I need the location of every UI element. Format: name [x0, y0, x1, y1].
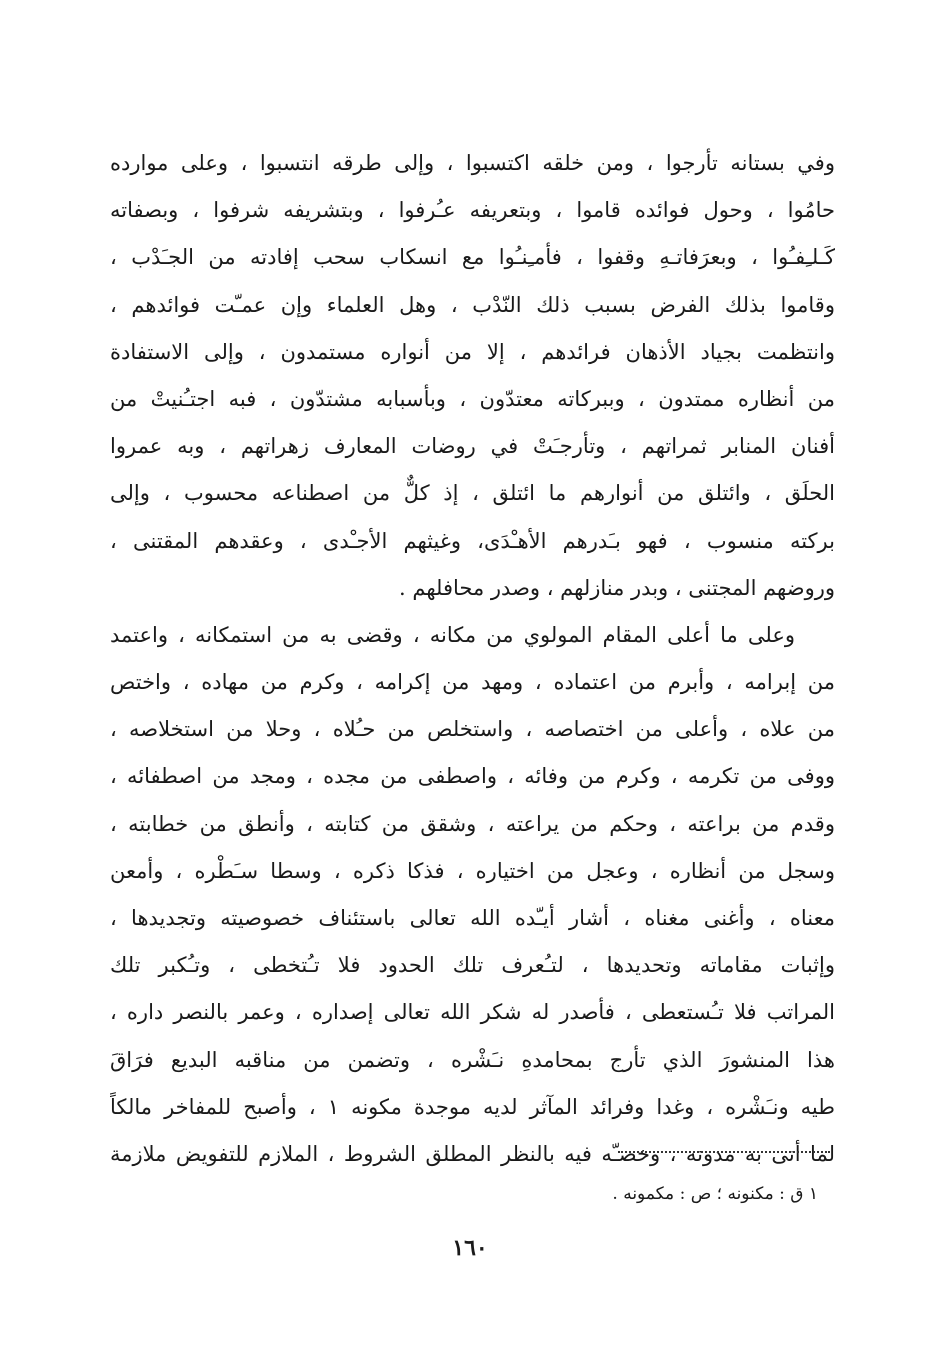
text-line: من إبرامه ، وأبرم من اعتماده ، ومهد من إكرامه ، وكرم من مهاده ، واختص — [110, 670, 835, 695]
paragraph-2 — [110, 612, 835, 1178]
page-number: ١٦٠ — [452, 1235, 488, 1261]
footnote-divider — [618, 1151, 830, 1153]
text-line: الحلَق ، وائتلق من أنوارهم ما ائتلق ، إذ كلٌّ من اصطناعه محسوب ، وإلى — [110, 481, 835, 506]
text-line: هذا المنشورَ الذي تأرج بمحامدهِ نـَشْره ، وتضمن من مناقبه البديع فرَاقَ — [110, 1047, 835, 1072]
text-line: طيه ونـَشْره ، وغدا وفرائد المآثر لديه موجدة مكونه ١ ، وأصبح للمفاخر مالكاً — [110, 1094, 835, 1119]
text-line: وقدم من براعته ، وحكم من يراعته ، وشقق من كتابته ، وأنطق من خطابته ، — [110, 811, 835, 836]
paragraph-1 — [110, 140, 835, 612]
text-line: وانتظمت بجياد الأذهان فرائدهم ، إلا من أنواره مستمدون ، وإلى الاستفادة — [110, 339, 835, 364]
text-line: المراتب فلا تـُستعطى ، فأصدر له شكر الله تعالى إصداره ، وعمر بالنصر داره ، — [110, 1000, 835, 1025]
text-line: أفنان المنابر ثمراتهم ، وتأرجـَتْ في روضات المعارف زهراتهم ، وبه عمروا — [110, 434, 835, 459]
text-line: حامُوا ، وحول فوائده قاموا ، وبتعريفه عـُرفوا ، وبتشريفه شرفوا ، وبصفاته — [110, 198, 835, 223]
text-line: بركته منسوب ، فهو بـَدرهم الأهـْدَى، وغيثهم الأجـْدى ، وعقدهم المقتنى ، — [110, 528, 835, 553]
text-line: لما أتى به مدونه ، وخصـّه فيه بالنظر المطلق الشروط ، الملازم للتفويض ملازمة — [110, 1141, 835, 1166]
text-line: معناه ، وأغنى مغناه ، أشار أيـّده الله تعالى باستئناف خصوصيته وتجديدها ، — [110, 906, 835, 930]
text-line: وروضهم المجتنى ، وبدر منازلهم ، وصدر محافلهم . — [399, 575, 835, 600]
footnote: ١ ق : مكنونه ؛ ص : مكمونه . — [612, 1184, 818, 1204]
main-text — [110, 140, 835, 1178]
text-line: وعلى ما أعلى المقام المولوي من مكانه ، وقضى به من استمكانه ، واعتمد — [110, 622, 795, 647]
text-line: كَـلـِفـُوا ، وبعرَفاتـهِ وقفوا ، فأمـِنـُوا مع انسكاب سحب إفادته من الجـَدْب ، — [110, 245, 835, 270]
text-line: من علاه ، وأعلى من اختصاصه ، واستخلص من حـُلاه ، وحلا من استخلاصه ، — [110, 717, 835, 742]
text-line: وسجل من أنظاره ، وعجل من اختياره ، فذكا ذكره ، وسطا سـَطْره ، وأمعن — [110, 858, 835, 883]
text-line: من أنظاره ممتدون ، وببركاته معتدّون ، وبأسبابه مشتدّون ، فبه اجتـُنيتْ من — [110, 386, 835, 411]
text-line: ووفى من تكرمه ، وكرم من وفائه ، واصطفى من مجده ، ومجد من اصطفائه ، — [110, 764, 835, 789]
text-line: وفي بستانه تأرجوا ، ومن خلقه اكتسبوا ، وإلى طرقه انتسبوا ، وعلى موارده — [110, 151, 835, 175]
text-line: وقاموا بذلك الفرض بسبب ذلك النّدْب ، وهل العلماء وإن عمـّت فوائدهم ، — [110, 292, 835, 317]
text-line: وإثبات مقاماته وتحديدها ، لتـُعرف تلك الحدود فلا تـُتخطى ، وتـُكبر تلك — [110, 953, 835, 978]
